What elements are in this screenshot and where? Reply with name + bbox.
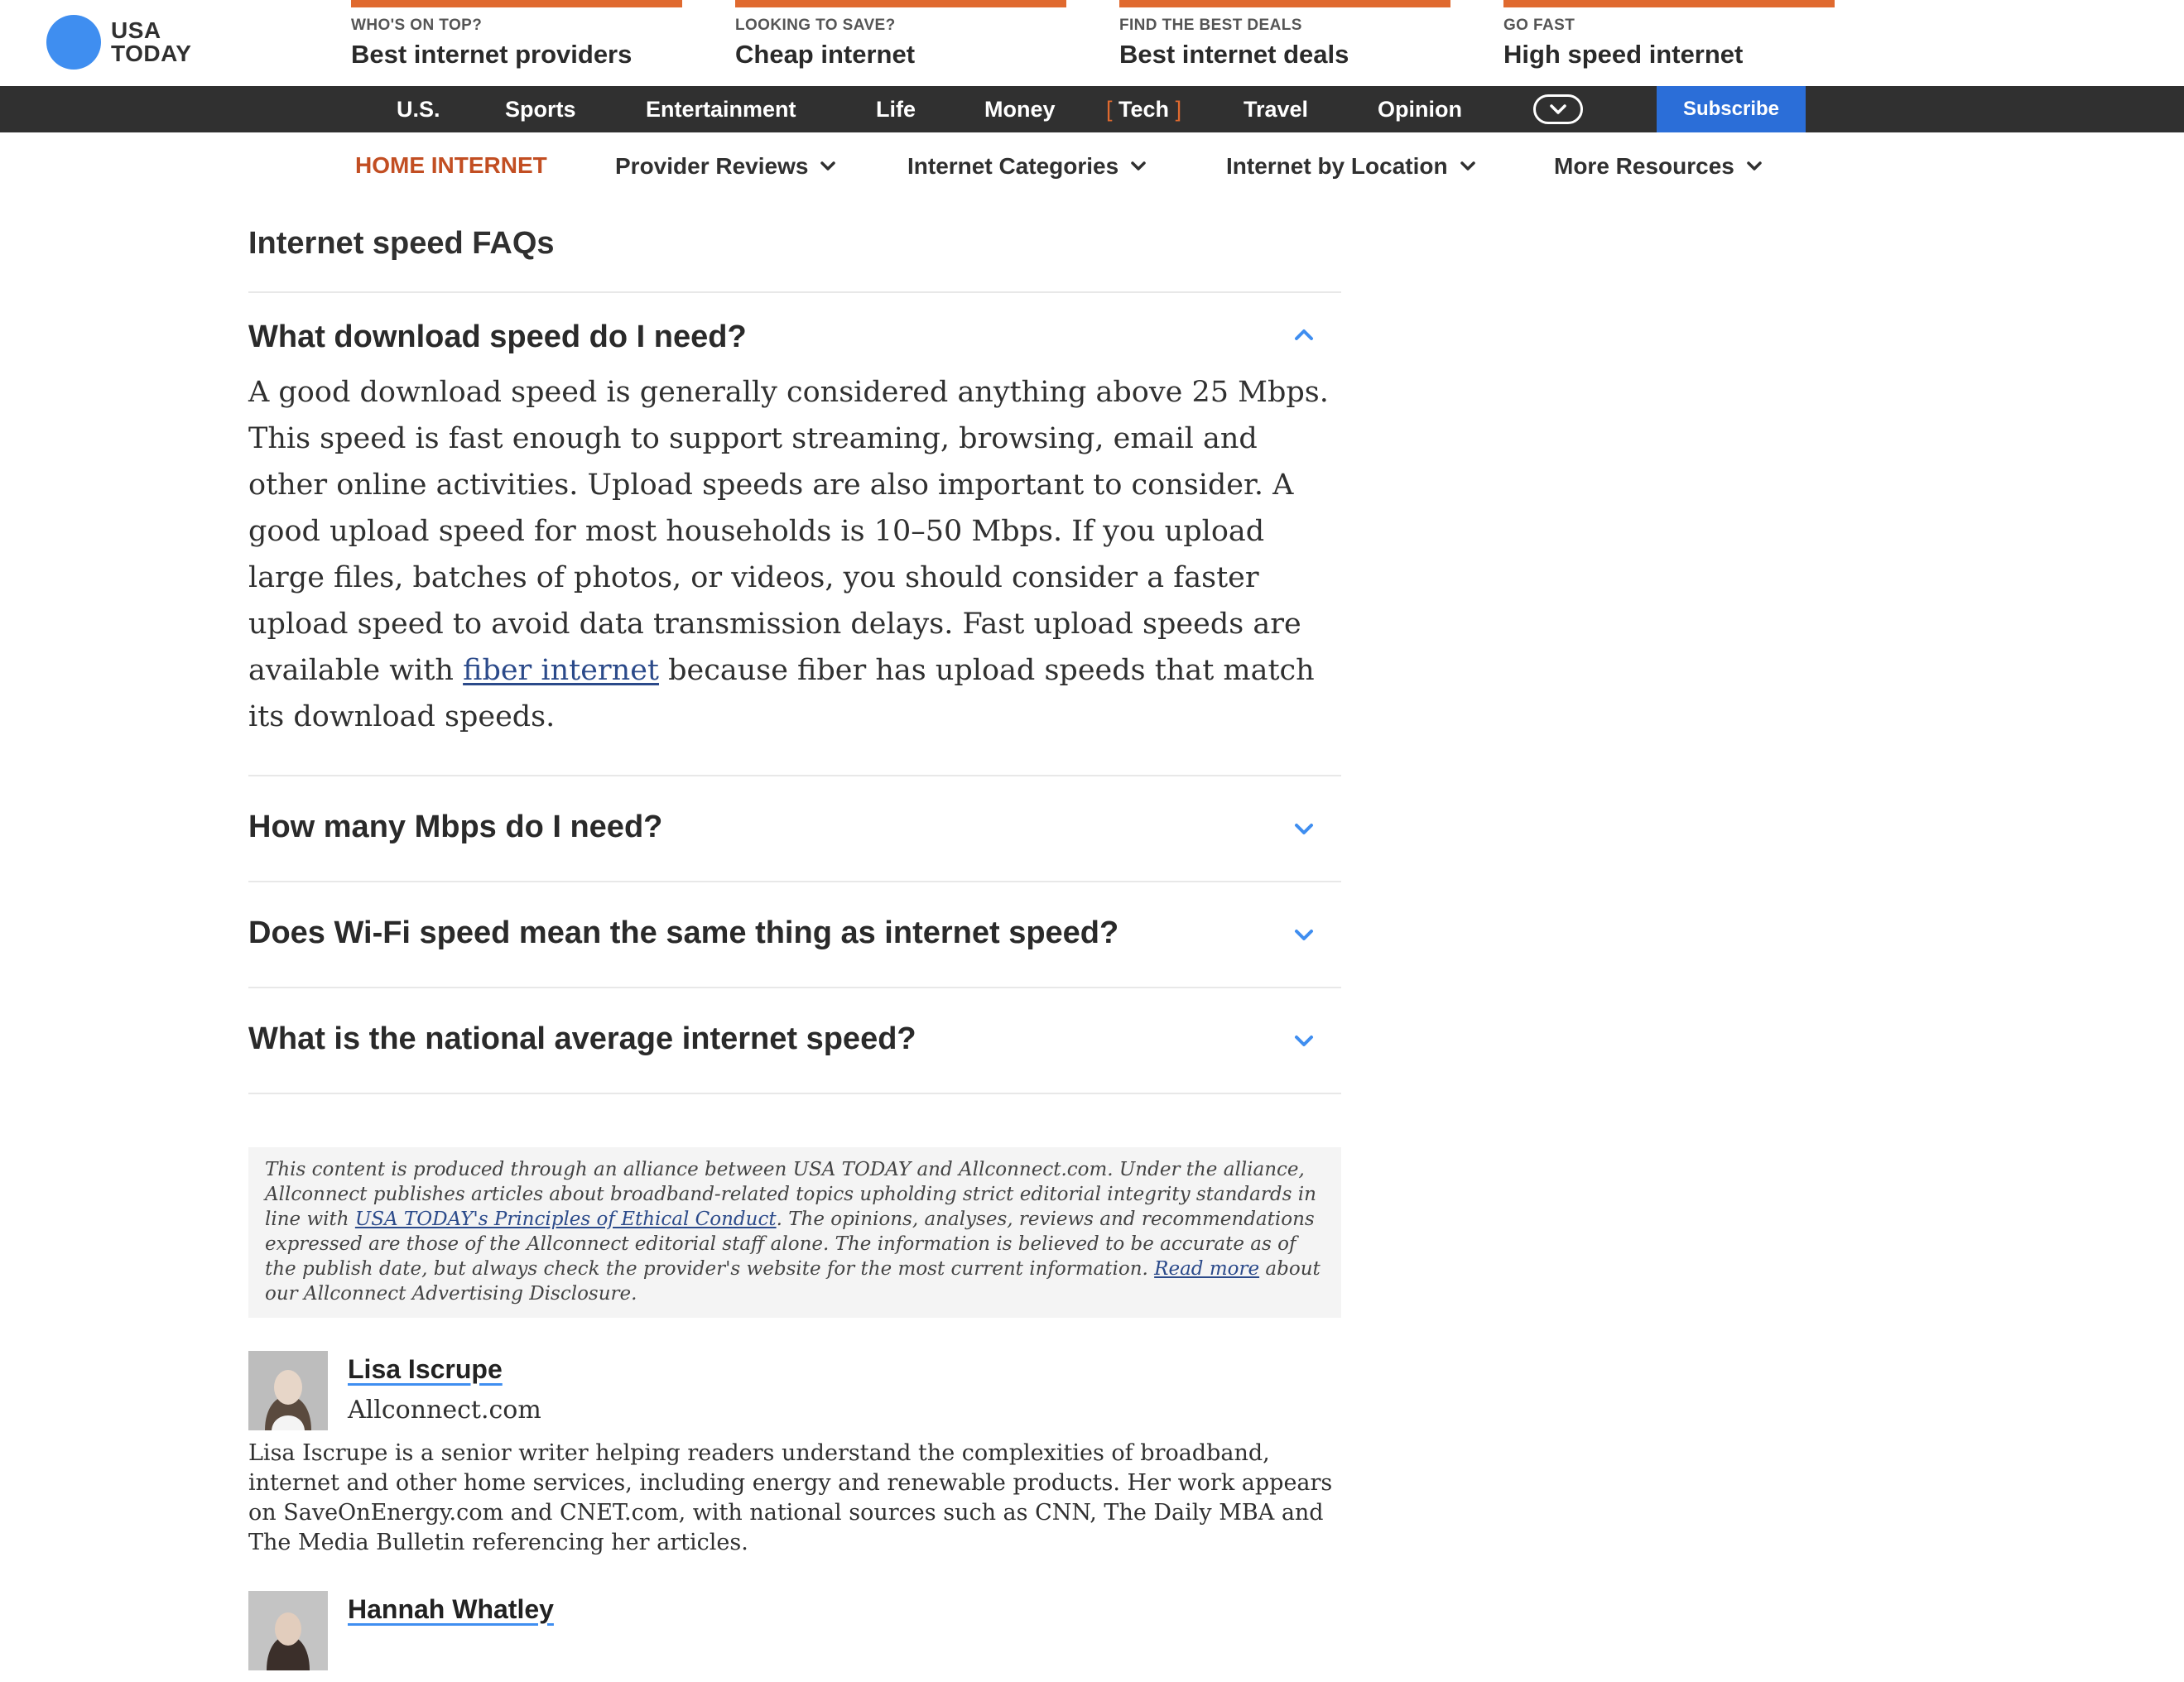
dropdown-label: More Resources [1554,153,1734,179]
more-nav-button[interactable] [1533,94,1583,124]
usa-today-logo[interactable] [46,15,191,70]
disclosure-text: about our Allconnect Advertising Disclosure. [265,1258,1321,1305]
author-name-link[interactable]: Lisa Iscrupe [348,1354,503,1384]
read-more-link[interactable]: Read more [1154,1258,1260,1280]
person-avatar-icon [248,1351,328,1430]
advertising-disclosure [248,1147,1341,1318]
nav-item-entertainment[interactable]: Entertainment [646,97,796,122]
dropdown-internet-categories[interactable] [907,153,1147,180]
promo-high-speed[interactable] [1503,0,1835,86]
chevron-down-icon [820,161,836,172]
ethical-conduct-link[interactable]: USA TODAY's Principles of Ethical Conduct [354,1209,777,1230]
sub-nav [0,132,2184,200]
chevron-down-icon [1460,161,1476,172]
nav-item-tech[interactable] [1106,86,1181,132]
logo-circle-icon [46,15,101,70]
fiber-internet-link[interactable]: fiber internet [463,654,659,687]
faq-section-title: Internet speed FAQs [248,217,1341,293]
chevron-down-icon [1549,102,1567,117]
nav-item-tech-label: Tech [1118,97,1170,122]
promo-kicker: GO FAST [1503,17,1575,34]
author-card [248,1351,1341,1442]
faq-question: What is the national average internet speed? [248,1021,916,1056]
dropdown-provider-reviews[interactable] [615,153,836,180]
faq-question-toggle[interactable] [248,293,1341,369]
promo-best-providers[interactable] [351,0,682,86]
faq-item [248,776,1341,882]
faq-answer-text: A good download speed is generally considered anything above 25 Mbps. This speed is fast enough to support streaming, browsing, email and other online activities. Upload speeds are also important to consider. A good upload speed for most households is 10–50 Mbps. If you upload large files, batches of photos, or videos, you should consider a faster upload speed to avoid data transmission delays. Fast upload speeds are available with [248,376,1329,687]
faq-question: How many Mbps do I need? [248,810,663,844]
nav-item-travel[interactable]: Travel [1244,97,1309,122]
promo-kicker: LOOKING TO SAVE? [735,17,896,34]
faq-question: Does Wi-Fi speed mean the same thing as internet speed? [248,915,1119,950]
dropdown-internet-by-location[interactable] [1226,153,1476,180]
dropdown-more-resources[interactable] [1554,153,1763,180]
nav-item-sports[interactable]: Sports [505,97,576,122]
article-content [248,217,1341,1682]
logo-line-1: USA [111,17,161,43]
author-card [248,1591,1341,1682]
promo-kicker: FIND THE BEST DEALS [1119,17,1302,34]
active-bracket-open: [ [1106,97,1113,122]
faq-answer-text: because fiber has upload speeds that match its download speeds. [248,654,1315,733]
promo-cheap-internet[interactable] [735,0,1066,86]
promo-accent-bar [351,0,682,7]
promo-kicker: WHO'S ON TOP? [351,17,483,34]
author-org: Allconnect.com [348,1396,541,1425]
logo-line-2: TODAY [111,41,192,66]
avatar [248,1591,328,1670]
faq-item [248,882,1341,988]
chevron-down-icon [1130,161,1147,172]
nav-item-us[interactable]: U.S. [397,97,440,122]
faq-answer [248,369,1341,775]
promo-headline[interactable]: Best internet providers [351,40,633,69]
chevron-down-icon [1746,161,1763,172]
nav-item-opinion[interactable]: Opinion [1378,97,1462,122]
promo-accent-bar [1119,0,1450,7]
faq-question-toggle[interactable] [248,988,1341,1093]
dropdown-label: Internet Categories [907,153,1119,179]
author-bio: Lisa Iscrupe is a senior writer helping readers understand the complexities of broadband, internet and other home services, including energy and renewable products. Her work appears on SaveOnEnergy.com and CNET.com, with national sources such as CNN, The Daily MBA and The Media Bulletin referencing her articles. [248,1440,1333,1555]
home-internet-link[interactable]: HOME INTERNET [355,152,547,178]
dropdown-label: Provider Reviews [615,153,809,179]
subscribe-button[interactable]: Subscribe [1657,86,1806,132]
nav-item-life[interactable]: Life [876,97,916,122]
faq-question-toggle[interactable] [248,776,1341,881]
promo-headline[interactable]: Best internet deals [1119,40,1349,69]
chevron-down-icon[interactable] [1292,1033,1316,1050]
promo-accent-bar [1503,0,1835,7]
author-name-link[interactable]: Hannah Whatley [348,1594,554,1624]
promo-accent-bar [735,0,1066,7]
chevron-down-icon[interactable] [1292,821,1316,838]
dropdown-label: Internet by Location [1226,153,1448,179]
faq-item [248,988,1341,1094]
person-avatar-icon [248,1591,328,1670]
faq-question: What download speed do I need? [248,320,747,354]
nav-item-money[interactable]: Money [984,97,1056,122]
chevron-down-icon[interactable] [1292,927,1316,944]
disclosure-text: This content is produced through an alliance between USA TODAY and Allconnect.com. Under the alliance, Allconnect publishes articles about broadband-related topics upholding strict editorial integrity standards in line with [265,1159,1316,1230]
chevron-up-icon[interactable] [1292,326,1316,343]
disclosure-text: . The opinions, analyses, reviews and recommendations expressed are those of the Allconnect editorial staff alone. The information is believed to be accurate as of the publish date, but always check the provider's website for the most current information. [265,1209,1315,1280]
main-nav [0,86,2184,132]
faq-question-toggle[interactable] [248,882,1341,987]
promo-headline[interactable]: Cheap internet [735,40,916,69]
promo-best-deals[interactable] [1119,0,1450,86]
top-header [0,0,2184,86]
active-bracket-close: ] [1175,97,1182,122]
faq-item [248,293,1341,776]
avatar [248,1351,328,1430]
promo-headline[interactable]: High speed internet [1503,40,1744,69]
